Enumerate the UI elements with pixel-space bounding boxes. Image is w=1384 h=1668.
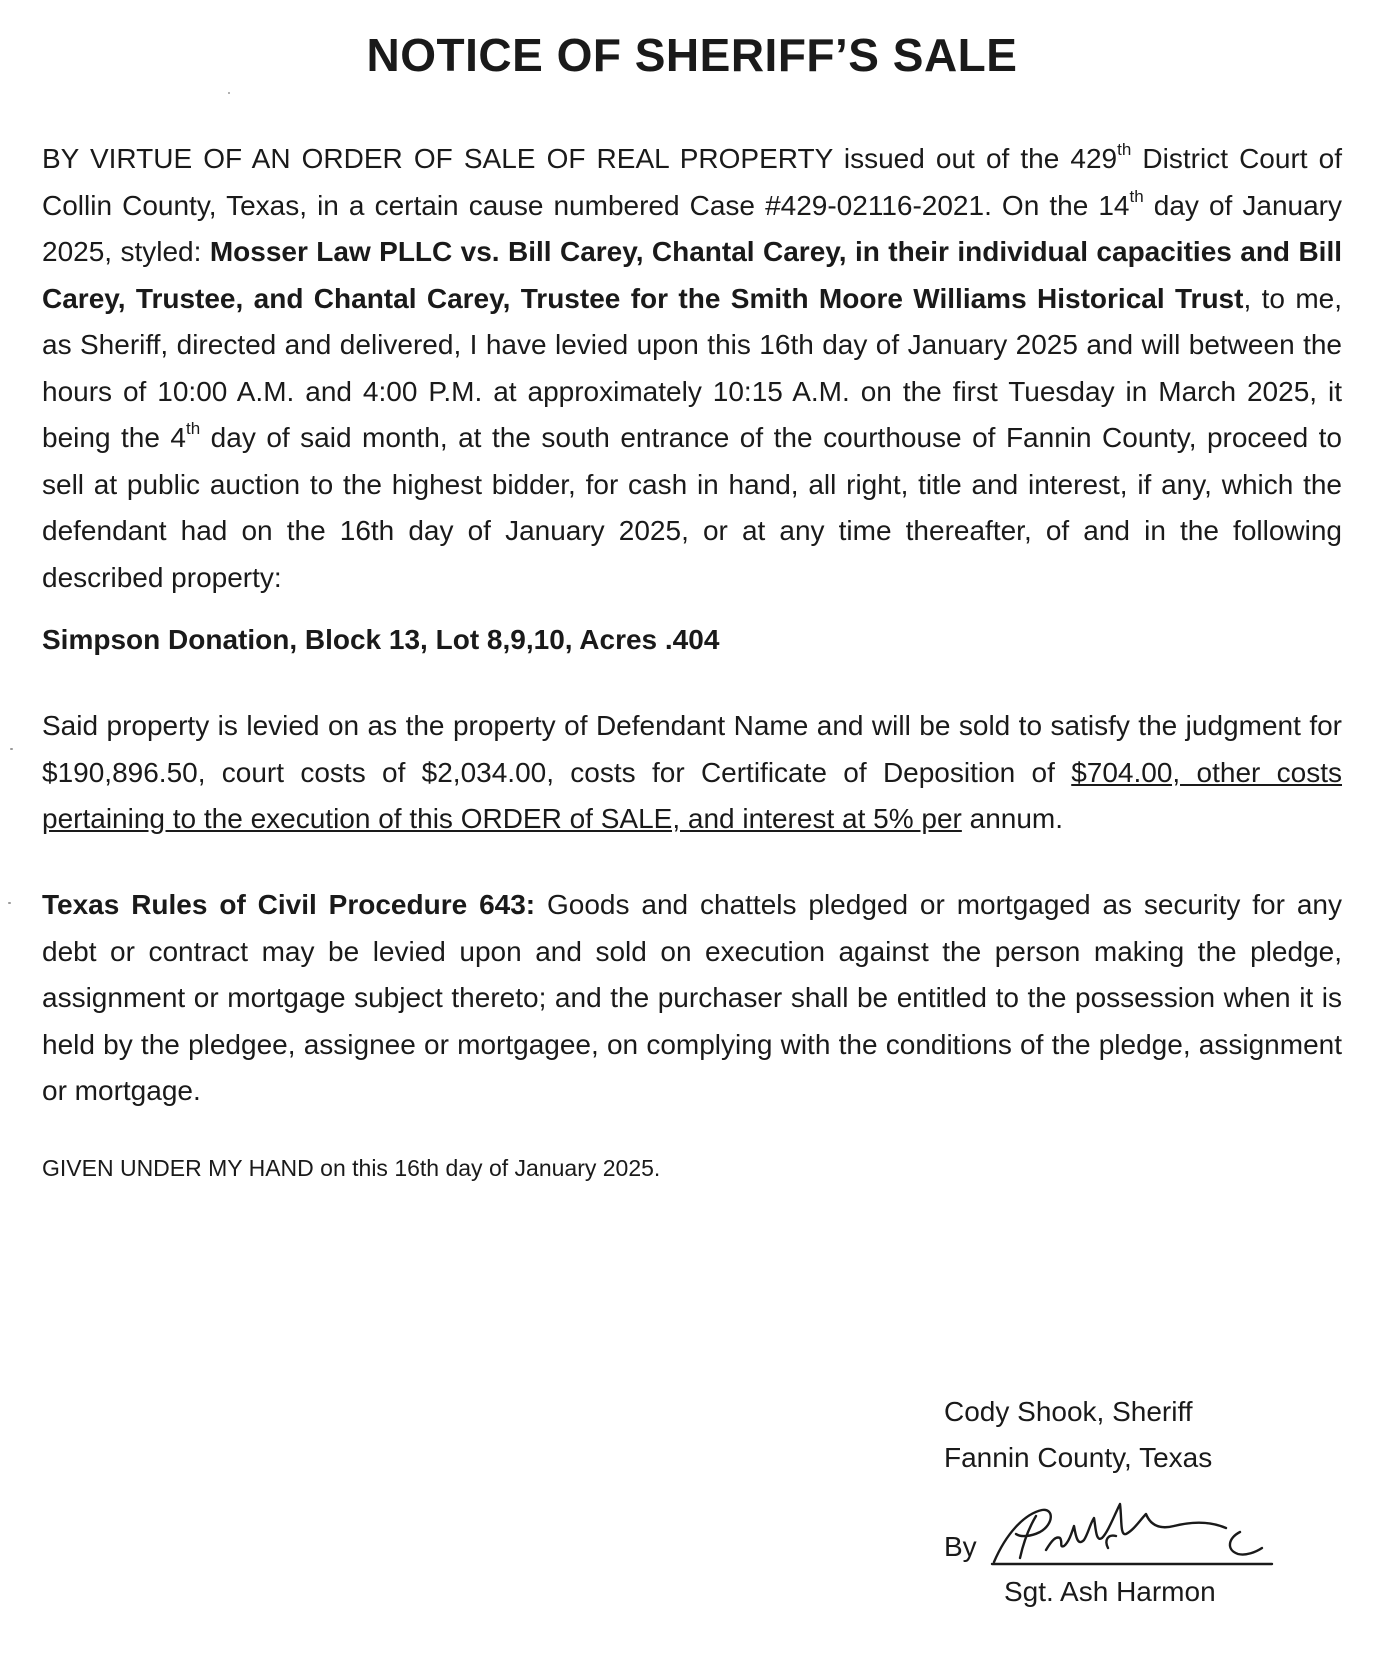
levy-paragraph: [42, 703, 1342, 843]
scan-speck: [8, 902, 11, 904]
signature-block: [944, 1389, 1212, 1481]
rule-text: Goods and chattels pledged or mortgaged as security for any debt or contract may be levied upon and sold on execution against the person making the pledge, assignment or mortgage subject thereto; and the purchaser shall be entitled to the possession when it is held by the pledgee, assignee or mortgagee, on complying with the conditions of the pledge, assignment or mortgage.: [42, 889, 1342, 1106]
levy-text-end: annum.: [961, 803, 1064, 834]
signer-name: Sgt. Ash Harmon: [1004, 1576, 1216, 1607]
levy-text: Said property is levied on as the property of Defendant Name and will be sold to satisfy the judgment for $190,896.50, court costs of $2,034.00, costs for Certificate of Deposition of: [42, 710, 1342, 788]
order-paragraph: [42, 136, 1342, 601]
order-text-3: day of January 2025, styled:: [42, 189, 1342, 267]
levy-underlined-text: $704.00, other costs pertaining to the execution of this ORDER of SALE, and interest at 5% per: [42, 756, 1342, 834]
sheriff-name: Cody Shook, Sheriff: [944, 1396, 1193, 1427]
given-statement: GIVEN UNDER MY HAND on this 16th day of January 2025.: [42, 1155, 661, 1181]
scan-speck: [10, 748, 13, 750]
sheriff-county: Fannin County, Texas: [944, 1442, 1213, 1473]
order-text-5: day of said month, at the south entrance of the courthouse of Fannin County, proceed to sell at public auction to the highest bidder, for cash in hand, all right, title and interest, if any, which the defendant had on the 16th day of January 2025, or at any time thereafter, of and in the following described property:: [42, 422, 1342, 593]
rule-label: Texas Rules of Civil Procedure 643:: [42, 889, 536, 920]
property-description: Simpson Donation, Block 13, Lot 8,9,10, Acres .404: [42, 624, 720, 655]
ordinal-suffix: th: [1129, 186, 1144, 206]
rule-paragraph: [42, 882, 1342, 1115]
ordinal-suffix: th: [1117, 140, 1132, 159]
ordinal-suffix: th: [186, 419, 201, 438]
scan-speck: [228, 92, 230, 94]
order-text-1: BY VIRTUE OF AN ORDER OF SALE OF REAL PROPERTY issued out of the 429: [42, 143, 1118, 174]
order-text-2: District Court of Collin County, Texas, in a certain cause numbered Case #429-02116-2021. On the 14: [42, 143, 1342, 221]
case-style: Mosser Law PLLC vs. Bill Carey, Chantal Carey, in their individual capacities and Bill Carey, Trustee, and Chantal Carey, Trustee for the Smith Moore Williams Historical Trust: [42, 236, 1342, 314]
by-label: By: [944, 1531, 977, 1562]
order-text-4: , to me, as Sheriff, directed and delivered, I have levied upon this 16th day of January 2025 and will between the hours of 10:00 A.M. and 4:00 P.M. at approximately 10:15 A.M. on the first Tuesday in March 2025, it being the 4: [42, 282, 1342, 453]
handwritten-signature: [990, 1490, 1280, 1570]
page-title: NOTICE OF SHERIFF’S SALE: [366, 29, 1018, 81]
